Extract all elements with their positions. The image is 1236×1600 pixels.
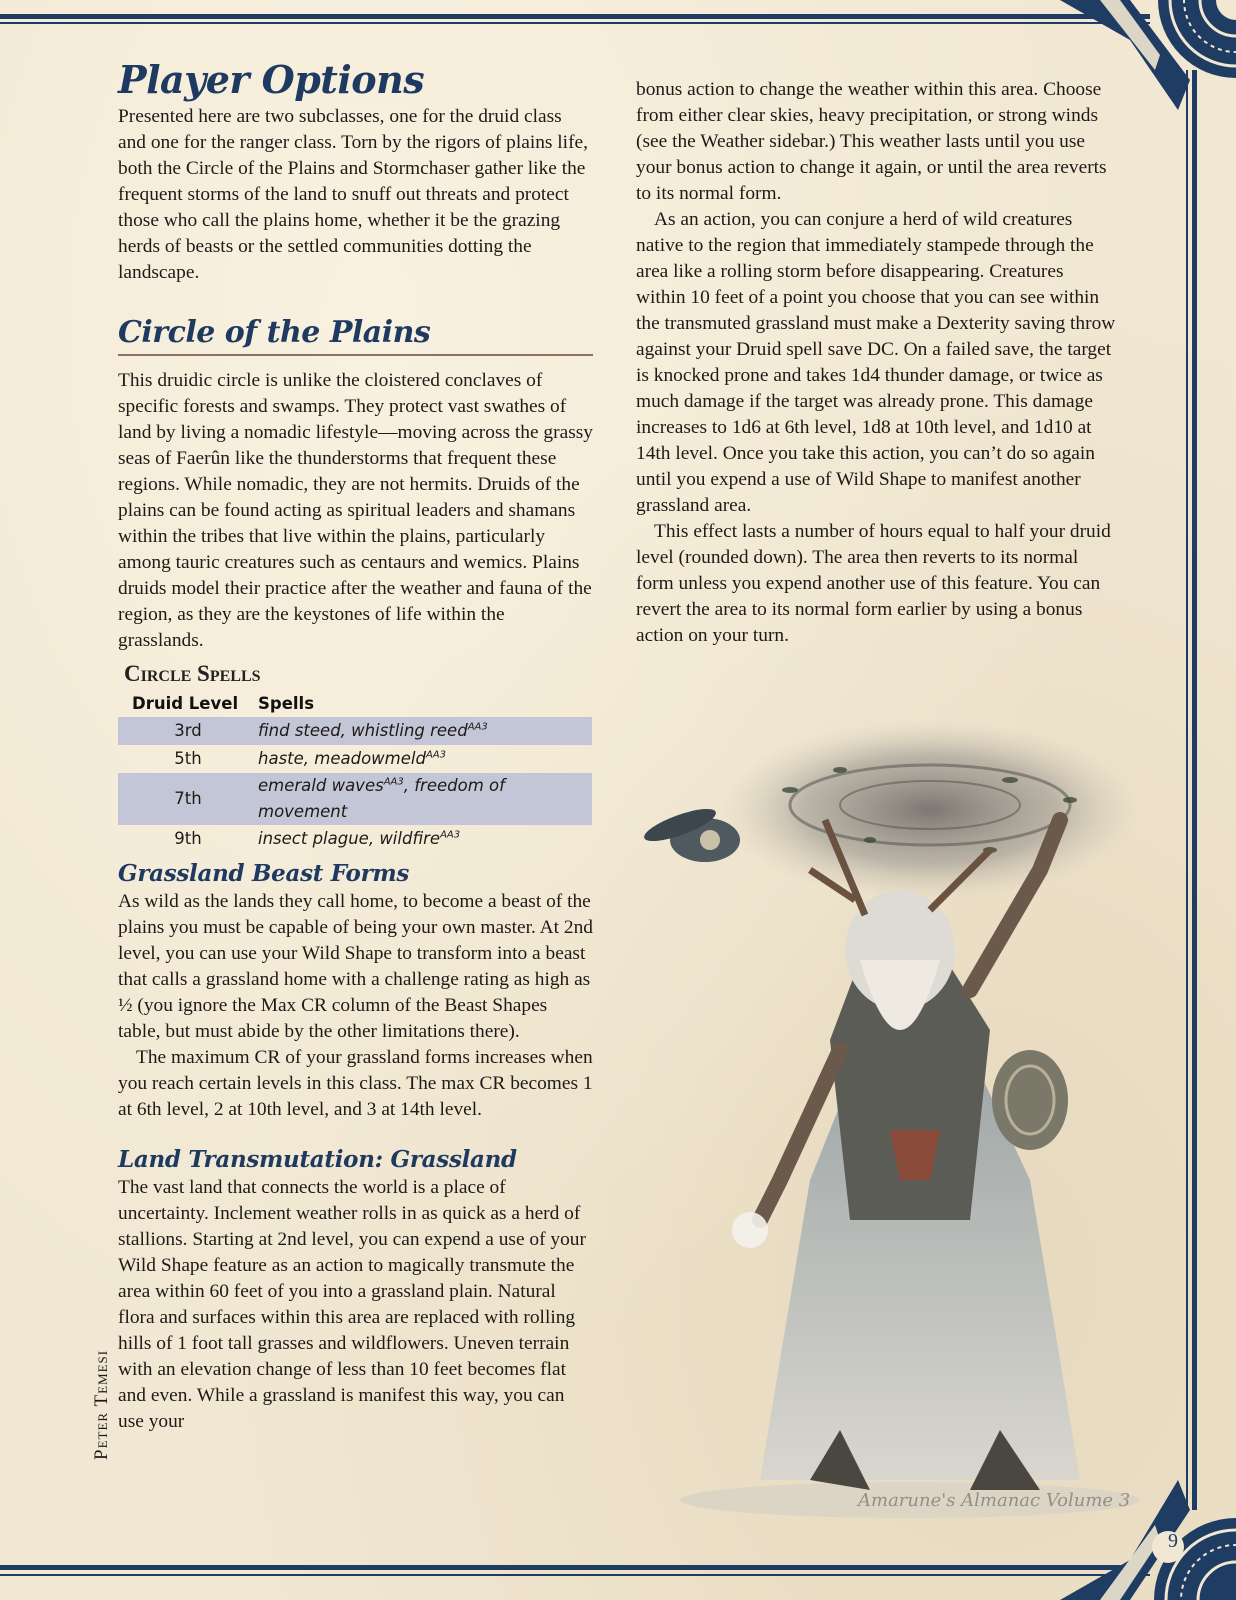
beast-forms-paragraph-2: The maximum CR of your grassland forms increases when you reach certain levels in this class. The max CR becomes 1 at 6th level, 2 at 10th level, and 3 at 14th level.: [118, 1047, 593, 1120]
source-superscript: AA3: [383, 776, 404, 788]
frame-right-border-thin: [1186, 70, 1188, 1510]
duration-paragraph: This effect lasts a number of hours equal to half your druid level (rounded down). The area then reverts to its normal form unless you expend another use of this feature. You can revert the area to its normal form earlier by using a bonus action on your turn.: [636, 521, 1111, 646]
transmutation-heading: Land Transmutation: Grassland: [118, 1146, 517, 1173]
spells-cell: [258, 773, 592, 825]
frame-bottom-border-thin: [0, 1574, 1150, 1576]
spells-cell: [258, 745, 592, 773]
level-cell: 3rd: [118, 717, 258, 745]
spells-text: emerald waves: [258, 776, 384, 795]
page-number: 9: [1168, 1530, 1178, 1552]
frame-top-border-thin: [0, 22, 1150, 24]
transmutation-paragraph: The vast land that connects the world is a place of uncertainty. Inclement weather rolls in as quick as a herd of stallions. Starting at 2nd level, you can expend a use of your Wild Shape feature as an action to magically transmute the area within 60 feet of you into a grassland plain. Natural flora and surfaces within this area are replaced with rolling hills of 1 foot tall grasses and wildflowers. Uneven terrain with an elevation change of less than 10 feet becomes flat and even. While a grassland is manifest this way, you can use your: [118, 1177, 586, 1432]
column-header-spells: Spells: [258, 693, 315, 713]
beast-forms-paragraph-1: As wild as the lands they call home, to become a beast of the plains you must be capable of being your own master. At 2nd level, you can use your Wild Shape to transform into a beast that calls a grassland home with a challenge rating as high as ½ (you ignore the Max CR column of the Beast Shapes table, but must abide by the other limitations there).: [118, 891, 593, 1042]
druid-illustration-icon: [610, 700, 1150, 1520]
page-title: Player Options: [118, 57, 425, 102]
almanac-watermark: Amarune's Almanac Volume 3: [858, 1490, 1131, 1511]
spells-cell: [258, 717, 592, 745]
table-row: [118, 745, 592, 773]
circle-spells-title: Circle Spells: [124, 661, 261, 686]
source-superscript: AA3: [440, 829, 461, 841]
right-column: [636, 77, 1116, 649]
circle-paragraph: This druidic circle is unlike the cloistered conclaves of specific forests and swamps. They protect vast swathes of land by living a nomadic lifestyle—moving across the grassy seas of Faerûn like the thunderstorms that frequent these regions. While nomadic, they are not hermits. Druids of the plains can be found acting as spiritual leaders and shamans within the tribes that live within the plains, particularly among tauric creatures such as centaurs and wemics. Plains druids model their practice after the weather and fauna of the region, as they are the keystones of life within the grasslands.: [118, 370, 593, 651]
circle-spells-table: [118, 690, 592, 853]
table-header-row: [118, 690, 592, 717]
level-cell: 5th: [174, 749, 202, 768]
frame-right-border: [1192, 70, 1197, 1510]
stampede-paragraph: As an action, you can conjure a herd of wild creatures native to the region that immediately stampede through the area like a rolling storm before disappearing. Creatures within 10 feet of a point you choose that you can see within the transmuted grassland must make a Dexterity saving throw against your Druid spell save DC. On a failed save, the target is knocked prone and takes 1d4 thunder damage, or twice as much damage if the target was already prone. This damage increases to 1d6 at 6th level, 1d8 at 10th level, and 1d10 at 14th level. Once you take this action, you can’t do so again until you expend a use of Wild Shape to manifest another grassland area.: [636, 209, 1116, 516]
source-superscript: AA3: [425, 749, 447, 761]
table-row: [118, 717, 592, 745]
artist-credit: Peter Temesi: [91, 1349, 112, 1460]
spells-text: haste, meadowmeld: [258, 749, 426, 768]
spells-text-continued: , freedom of movement: [258, 776, 505, 821]
level-cell: 9th: [174, 829, 202, 848]
spells-text: find steed, whistling reed: [258, 721, 468, 740]
spells-text: insect plague, wildfire: [258, 829, 441, 848]
frame-bottom-border: [0, 1565, 1150, 1570]
level-cell: 7th: [118, 773, 258, 825]
frame-top-border: [0, 14, 1150, 19]
circle-heading: Circle of the Plains: [118, 314, 593, 356]
left-column: [118, 56, 593, 1435]
table-row: [118, 773, 592, 825]
intro-paragraph: Presented here are two subclasses, one for the druid class and one for the ranger class. Torn by the rigors of plains life, both the Circle of the Plains and Stormchaser gather like the frequent storms of the land to snuff out threats and protect those who call the plains home, whether it be the grazing herds of beasts or the settled communities dotting the landscape.: [118, 106, 588, 283]
beast-forms-heading: Grassland Beast Forms: [118, 860, 410, 887]
table-row: [118, 825, 592, 853]
spells-cell: [258, 825, 592, 853]
column-header-druid-level: Druid Level: [132, 693, 239, 713]
source-superscript: AA3: [467, 721, 488, 733]
weather-paragraph: bonus action to change the weather within this area. Choose from either clear skies, heavy precipitation, or strong winds (see the Weather sidebar.) This weather lasts until you use your bonus action to change it again, or until the area reverts to its normal form.: [636, 79, 1107, 204]
